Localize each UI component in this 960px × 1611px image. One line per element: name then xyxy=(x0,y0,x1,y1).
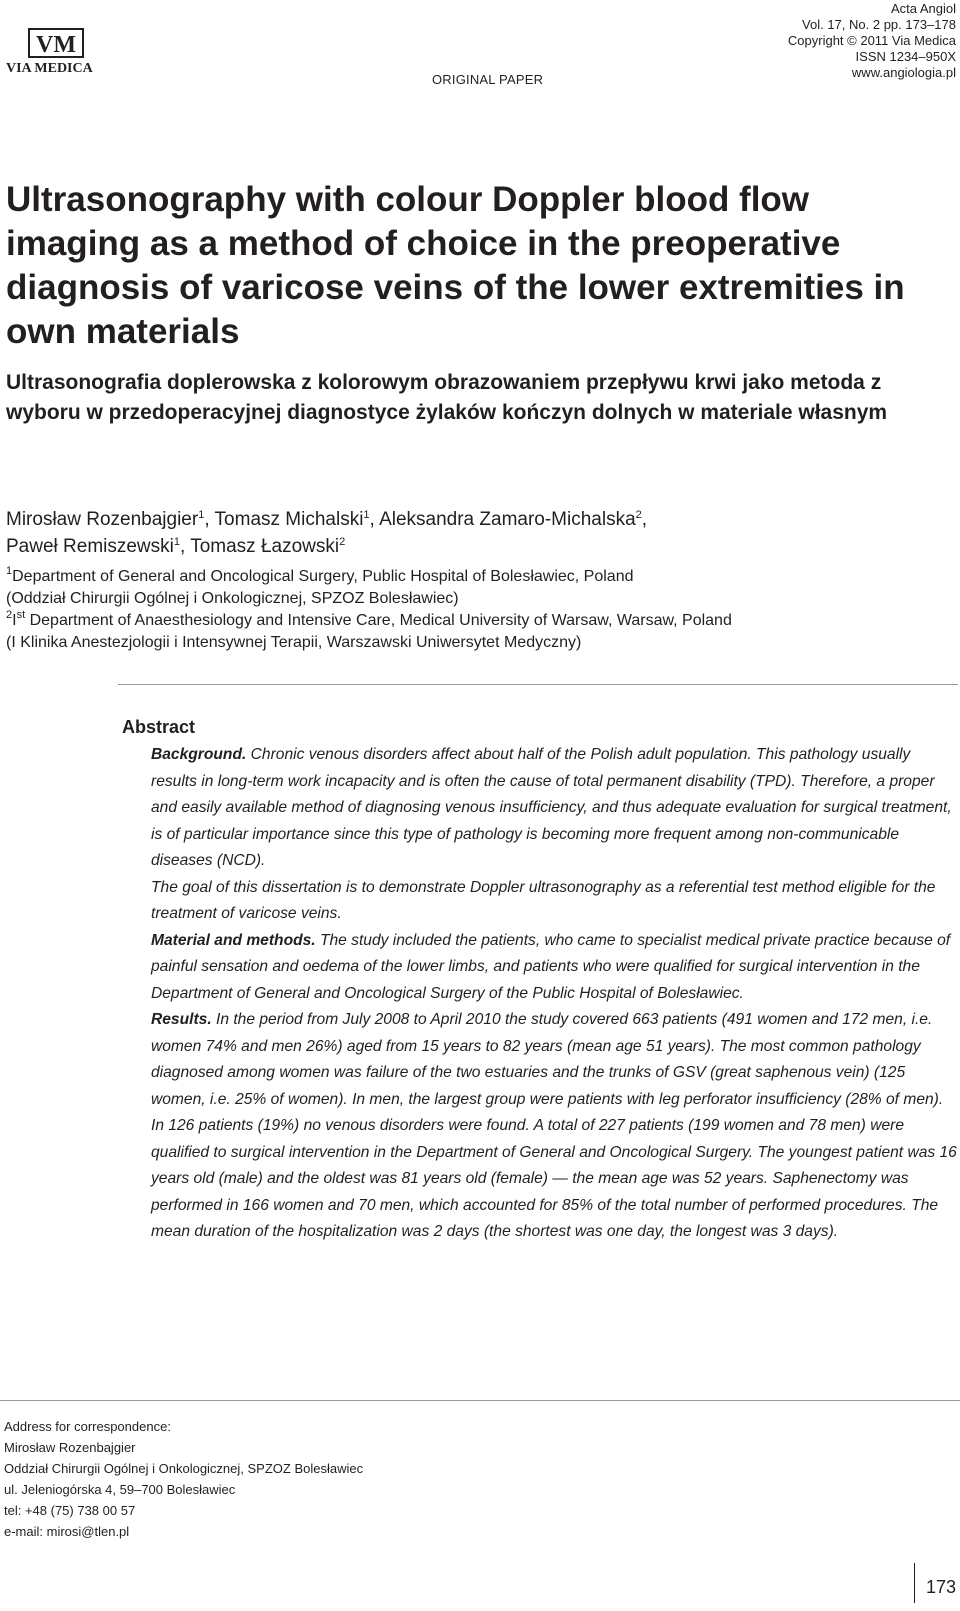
abstract-divider xyxy=(118,684,958,685)
affiliation-translation: (I Klinika Anestezjologii i Intensywnej Terapii, Warszawski Uniwersytet Medyczny) xyxy=(6,634,582,651)
abstract-results: Results. In the period from July 2008 to April 2010 the study covered 663 patients (491 women and 172 men, i.e. women 74% and men 26%) aged from 15 years to 82 years (mean age 51 years). The most common pathology diagnosed among women was failure of the two estuaries and the trunks of GSV (great saphenous vein) (125 women, i.e. 25% of women). In men, the largest group were patients with leg perforator insufficiency (28% of men). In 126 patients (19%) no venous disorders were found. A total of 227 patients (199 women and 78 men) were qualified to surgical intervention in the Department of General and Oncological Surgery. The youngest patient was 16 years old (male) and the oldest was 81 years old (female) — the mean age was 52 years. Saphenectomy was performed in 166 women and 70 men, which accounted for 85% of the total number of performed procedures. The mean duration of the hospitalization was 2 days (the shortest was one day, the longest was 3 days). xyxy=(151,1011,957,1240)
author: Tomasz Michalski$^1$, xyxy=(214,509,380,530)
author: Aleksandra Zamaro-Michalska$^2$, xyxy=(379,509,648,530)
journal-issn: ISSN 1234–950X xyxy=(855,49,956,64)
correspondence-block xyxy=(4,1416,363,1542)
journal-info xyxy=(788,1,956,81)
journal-name: Acta Angiol xyxy=(890,1,956,16)
affiliation-list xyxy=(6,566,951,654)
paper-type-label: ORIGINAL PAPER xyxy=(432,72,544,87)
correspondence-institution: Oddział Chirurgii Ogólnej i Onkologicznej, SPZOZ Bolesławiec xyxy=(4,1461,364,1476)
abstract-goal: The goal of this dissertation is to demonstrate Doppler ultrasonography as a referential test method eligible for the treatment of varicose veins. xyxy=(151,878,936,922)
footer-divider xyxy=(0,1400,960,1401)
correspondence-email[interactable]: e-mail: mirosi@tlen.pl xyxy=(4,1524,130,1539)
abstract-body xyxy=(151,742,957,1246)
publisher-logo xyxy=(6,28,106,76)
logo-letters: VM xyxy=(36,32,76,58)
abstract-background: Background. Chronic venous disorders affect about half of the Polish adult population. This pathology usually results in long-term work incapacity and is often the cause of total permanent disability (TPD). Therefore, a proper and easily available method of diagnosing venous insufficiency, and thus adequate evaluation for surgical treatment, is of particular importance since this type of pathology is becoming more frequent among non-communicable diseases (NCD). xyxy=(151,746,952,869)
abstract-heading: Abstract xyxy=(122,717,196,737)
author: Tomasz Łazowski$^2$ xyxy=(190,536,346,557)
affiliation-translation: (Oddział Chirurgii Ogólnej i Onkologicznej, SPZOZ Bolesławiec) xyxy=(6,590,459,607)
page-number: 173 xyxy=(914,1563,960,1603)
article-title: Ultrasonography with colour Doppler blood flow imaging as a method of choice in the preoperative diagnosis of varicose veins of the lower extremities in own materials xyxy=(6,180,905,351)
article-title-polish: Ultrasonografia doplerowska z kolorowym obrazowaniem przepływu krwi jako metoda z wyboru w przedoperacyjnej diagnostyce żylaków kończyn dolnych w materiale własnym xyxy=(6,371,888,424)
correspondence-name: Mirosław Rozenbajgier xyxy=(4,1440,136,1455)
journal-url[interactable]: www.angiologia.pl xyxy=(851,65,956,80)
affiliation: $^1$Department of General and Oncological Surgery, Public Hospital of Bolesławiec, Poland xyxy=(6,565,634,585)
journal-copyright: Copyright © 2011 Via Medica xyxy=(787,33,956,48)
correspondence-label: Address for correspondence: xyxy=(4,1419,171,1434)
via-medica-logo-icon xyxy=(28,28,84,58)
correspondence-tel: tel: +48 (75) 738 00 57 xyxy=(4,1503,136,1518)
abstract-methods: Material and methods. The study included the patients, who came to specialist medical private practice because of painful sensation and oedema of the lower limbs, and patients who were qualified for surgical intervention in the Department of General and Oncological Surgery of the Public Hospital of Bolesławiec. xyxy=(151,931,951,1002)
publisher-name: VIA MEDICA xyxy=(6,61,93,76)
journal-volume: Vol. 17, No. 2 pp. 173–178 xyxy=(802,17,956,32)
correspondence-street: ul. Jeleniogórska 4, 59–700 Bolesławiec xyxy=(4,1482,236,1497)
affiliation: $^2$Ist Department of Anaesthesiology and Intensive Care, Medical University of Warsaw, Warsaw, Poland xyxy=(6,609,732,629)
author-list xyxy=(6,506,951,560)
author: Mirosław Rozenbajgier$^1$, xyxy=(6,509,215,530)
author: Paweł Remiszewski$^1$, xyxy=(6,536,191,557)
